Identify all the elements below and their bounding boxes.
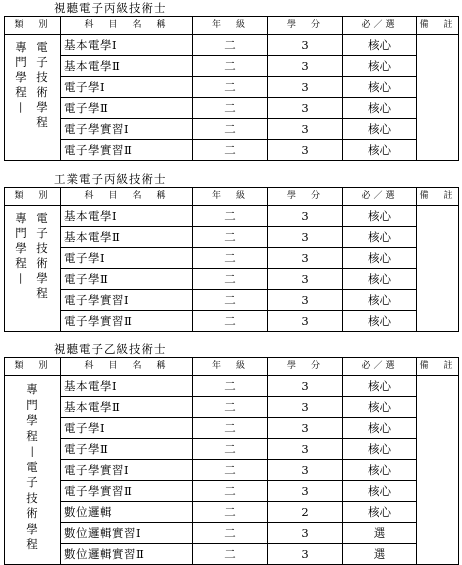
table-row xyxy=(5,56,459,77)
section-title: 視聽電子丙級技術士 xyxy=(54,1,167,15)
subject-name: 數位邏輯實習Ⅰ xyxy=(61,523,193,544)
table-row xyxy=(5,77,459,98)
header-required-elective: 必／選 xyxy=(343,358,417,376)
header-grade: 年 級 xyxy=(193,17,268,35)
course-table xyxy=(4,357,459,565)
grade-cell: 二 xyxy=(193,481,268,502)
required-cell: 核心 xyxy=(343,56,417,77)
credits-cell: 3 xyxy=(268,56,343,77)
required-cell: 選 xyxy=(343,523,417,544)
header-row xyxy=(5,188,459,206)
table-row xyxy=(5,227,459,248)
header-required-elective: 必／選 xyxy=(343,17,417,35)
header-row xyxy=(5,358,459,376)
subject-name: 數位邏輯實習Ⅱ xyxy=(61,544,193,565)
subject-name: 電子學實習Ⅱ xyxy=(61,311,193,332)
header-note: 備 註 xyxy=(417,188,459,206)
credits-cell: 3 xyxy=(268,248,343,269)
section-1 xyxy=(4,0,458,161)
table-row xyxy=(5,269,459,290)
subject-name: 基本電學Ⅰ xyxy=(61,206,193,227)
subject-name: 基本電學Ⅱ xyxy=(61,397,193,418)
category-text-left: 專 門 學 程 — xyxy=(14,40,29,114)
subject-name: 電子學實習Ⅰ xyxy=(61,290,193,311)
credits-cell: 3 xyxy=(268,206,343,227)
header-category: 類 別 xyxy=(5,17,61,35)
required-cell: 核心 xyxy=(343,140,417,161)
grade-cell: 二 xyxy=(193,56,268,77)
credits-cell: 3 xyxy=(268,269,343,290)
category-text-left: 專 門 學 程 — xyxy=(14,211,29,285)
grade-cell: 二 xyxy=(193,140,268,161)
subject-name: 電子學實習Ⅰ xyxy=(61,460,193,481)
table-row xyxy=(5,460,459,481)
table-row xyxy=(5,98,459,119)
grade-cell: 二 xyxy=(193,35,268,56)
header-row xyxy=(5,17,459,35)
required-cell: 核心 xyxy=(343,227,417,248)
credits-cell: 3 xyxy=(268,460,343,481)
category-cell xyxy=(5,376,61,565)
required-cell: 核心 xyxy=(343,418,417,439)
grade-cell: 二 xyxy=(193,460,268,481)
table-row xyxy=(5,311,459,332)
section-title: 工業電子丙級技術士 xyxy=(54,172,167,186)
credits-cell: 3 xyxy=(268,98,343,119)
credits-cell: 3 xyxy=(268,227,343,248)
header-required-elective: 必／選 xyxy=(343,188,417,206)
header-note: 備 註 xyxy=(417,358,459,376)
grade-cell: 二 xyxy=(193,227,268,248)
table-row xyxy=(5,376,459,397)
header-grade: 年 級 xyxy=(193,358,268,376)
grade-cell: 二 xyxy=(193,119,268,140)
note-cell xyxy=(417,35,459,161)
header-grade: 年 級 xyxy=(193,188,268,206)
credits-cell: 3 xyxy=(268,35,343,56)
grade-cell: 二 xyxy=(193,206,268,227)
subject-name: 基本電學Ⅱ xyxy=(61,227,193,248)
table-row xyxy=(5,439,459,460)
required-cell: 核心 xyxy=(343,119,417,140)
required-cell: 核心 xyxy=(343,439,417,460)
credits-cell: 3 xyxy=(268,140,343,161)
required-cell: 核心 xyxy=(343,460,417,481)
required-cell: 核心 xyxy=(343,35,417,56)
grade-cell: 二 xyxy=(193,77,268,98)
header-category: 類 別 xyxy=(5,358,61,376)
table-row xyxy=(5,206,459,227)
credits-cell: 3 xyxy=(268,376,343,397)
table-row xyxy=(5,418,459,439)
header-note: 備 註 xyxy=(417,17,459,35)
subject-name: 電子學Ⅱ xyxy=(61,269,193,290)
required-cell: 核心 xyxy=(343,77,417,98)
category-text-right: 電 子 技 術 學 程 xyxy=(36,211,48,300)
category-cell xyxy=(5,206,61,332)
grade-cell: 二 xyxy=(193,544,268,565)
required-cell: 核心 xyxy=(343,311,417,332)
credits-cell: 3 xyxy=(268,544,343,565)
credits-cell: 3 xyxy=(268,481,343,502)
credits-cell: 3 xyxy=(268,77,343,98)
category-text-right: 電 子 技 術 學 程 xyxy=(36,40,48,129)
table-row xyxy=(5,481,459,502)
header-credits: 學 分 xyxy=(268,358,343,376)
table-row xyxy=(5,502,459,523)
table-row xyxy=(5,248,459,269)
credits-cell: 3 xyxy=(268,439,343,460)
grade-cell: 二 xyxy=(193,290,268,311)
required-cell: 核心 xyxy=(343,397,417,418)
subject-name: 電子學Ⅰ xyxy=(61,77,193,98)
subject-name: 電子學實習Ⅱ xyxy=(61,481,193,502)
grade-cell: 二 xyxy=(193,376,268,397)
required-cell: 選 xyxy=(343,544,417,565)
subject-name: 基本電學Ⅰ xyxy=(61,376,193,397)
category-text: 專 門 學 程 — 電 子 技 術 學 程 xyxy=(25,382,40,551)
subject-name: 電子學Ⅰ xyxy=(61,248,193,269)
credits-cell: 3 xyxy=(268,523,343,544)
header-subject: 科 目 名 稱 xyxy=(61,188,193,206)
required-cell: 核心 xyxy=(343,98,417,119)
credits-cell: 3 xyxy=(268,397,343,418)
subject-name: 電子學實習Ⅰ xyxy=(61,119,193,140)
table-row xyxy=(5,35,459,56)
header-subject: 科 目 名 稱 xyxy=(61,17,193,35)
table-row xyxy=(5,397,459,418)
table-row xyxy=(5,119,459,140)
note-cell xyxy=(417,376,459,565)
grade-cell: 二 xyxy=(193,397,268,418)
subject-name: 數位邏輯 xyxy=(61,502,193,523)
required-cell: 核心 xyxy=(343,206,417,227)
section-title: 視聽電子乙級技術士 xyxy=(54,342,167,356)
subject-name: 電子學Ⅰ xyxy=(61,418,193,439)
grade-cell: 二 xyxy=(193,98,268,119)
header-credits: 學 分 xyxy=(268,188,343,206)
header-credits: 學 分 xyxy=(268,17,343,35)
grade-cell: 二 xyxy=(193,418,268,439)
course-table xyxy=(4,187,459,332)
grade-cell: 二 xyxy=(193,311,268,332)
subject-name: 電子學Ⅱ xyxy=(61,439,193,460)
subject-name: 基本電學Ⅱ xyxy=(61,56,193,77)
header-category: 類 別 xyxy=(5,188,61,206)
table-row xyxy=(5,523,459,544)
required-cell: 核心 xyxy=(343,269,417,290)
section-3 xyxy=(4,341,458,565)
required-cell: 核心 xyxy=(343,290,417,311)
grade-cell: 二 xyxy=(193,523,268,544)
grade-cell: 二 xyxy=(193,439,268,460)
credits-cell: 2 xyxy=(268,502,343,523)
credits-cell: 3 xyxy=(268,311,343,332)
table-row xyxy=(5,140,459,161)
note-cell xyxy=(417,206,459,332)
table-row xyxy=(5,544,459,565)
required-cell: 核心 xyxy=(343,248,417,269)
category-cell xyxy=(5,35,61,161)
credits-cell: 3 xyxy=(268,418,343,439)
credits-cell: 3 xyxy=(268,119,343,140)
required-cell: 核心 xyxy=(343,502,417,523)
grade-cell: 二 xyxy=(193,248,268,269)
section-2 xyxy=(4,171,458,332)
grade-cell: 二 xyxy=(193,502,268,523)
course-table xyxy=(4,16,459,161)
header-subject: 科 目 名 稱 xyxy=(61,358,193,376)
subject-name: 基本電學Ⅰ xyxy=(61,35,193,56)
grade-cell: 二 xyxy=(193,269,268,290)
table-row xyxy=(5,290,459,311)
required-cell: 核心 xyxy=(343,481,417,502)
credits-cell: 3 xyxy=(268,290,343,311)
subject-name: 電子學實習Ⅱ xyxy=(61,140,193,161)
required-cell: 核心 xyxy=(343,376,417,397)
subject-name: 電子學Ⅱ xyxy=(61,98,193,119)
